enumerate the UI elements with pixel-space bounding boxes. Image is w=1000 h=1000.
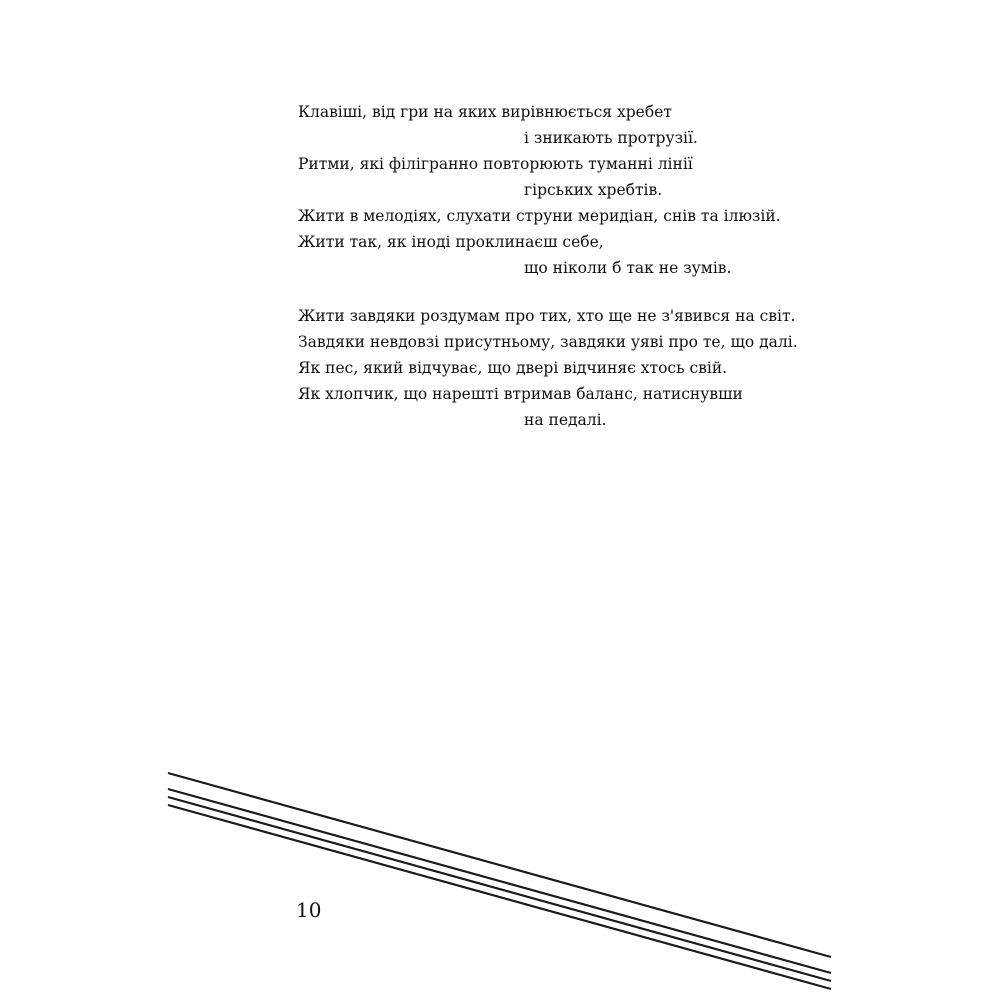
page-number: 10 [296, 898, 322, 922]
stripe-line [168, 773, 831, 957]
poem-line: Клавіші, від гри на яких вирівнюється хребет [298, 103, 672, 121]
poem-line: Як хлопчик, що нарешті втримав баланс, натиснувши [298, 385, 743, 403]
poem-line: Ритми, які філігранно повторюють туманні лінії [298, 155, 693, 173]
stripe-line [168, 797, 831, 981]
poem-line: на педалі. [524, 411, 607, 429]
poem-line: Як пес, який відчуває, що двері відчиняє хтось свій. [298, 359, 728, 377]
poem-line: і зникають протрузії. [524, 129, 698, 147]
stripe-line [168, 789, 831, 973]
poem-line: що ніколи б так не зумів. [524, 259, 732, 277]
poem-line: гірських хребтів. [524, 181, 663, 199]
poem-line: Жити завдяки роздумам про тих, хто ще не з'явився на світ. [298, 307, 796, 325]
poem-line: Жити в мелодіях, слухати струни меридіан, снів та ілюзій. [298, 207, 781, 225]
stripe-line [168, 805, 831, 989]
poem-line: Завдяки невдовзі присутньому, завдяки уяві про те, що далі. [298, 333, 798, 351]
poem-line: Жити так, як іноді проклинаєш себе, [298, 233, 604, 251]
